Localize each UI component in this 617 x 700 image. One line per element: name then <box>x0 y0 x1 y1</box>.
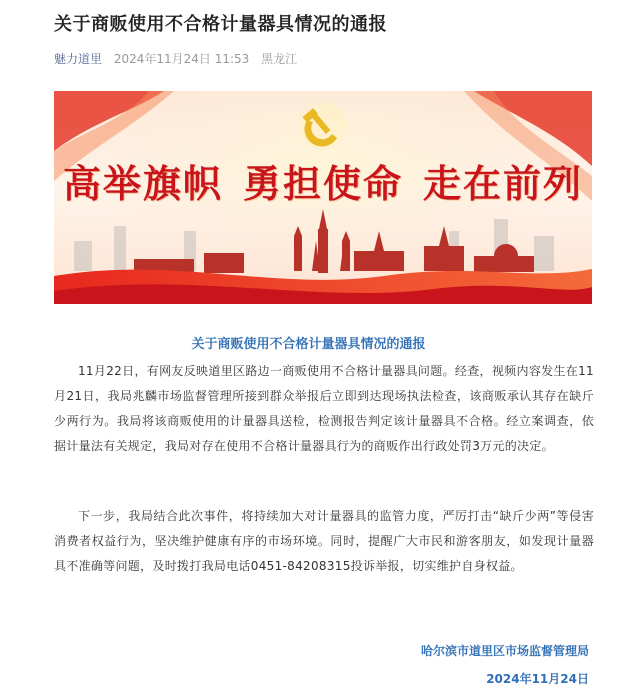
article-title: 关于商贩使用不合格计量器具情况的通报 <box>54 14 387 35</box>
signature-organization: 哈尔滨市道里区市场监督管理局 <box>420 644 589 658</box>
paragraph-2: 下一步，我局结合此次事件，将持续加大对计量器具的监管力度，严厉打击“缺斤少两”等侵害消费者权益行为，坚决维护健康有序的市场环境。同时，提醒广大市民和游客朋友，如发现计量器具不准确等问题，及时拨打我局电话0451-84208315投诉举报，切实维护自身权益。 <box>54 509 594 573</box>
header-banner-image <box>54 91 592 304</box>
signature-date: 2024年11月24日 <box>486 672 589 686</box>
source-account-link[interactable]: 魅力道里 <box>54 52 103 66</box>
article-meta <box>54 50 297 67</box>
banner-slogan <box>54 149 592 211</box>
slogan-part-3: 走在前列 <box>423 160 584 206</box>
paragraph-1: 11月22日，有网友反映道里区路边一商贩使用不合格计量器具问题。经查，视频内容发生在11月21日，我局兆麟市场监督管理所接到群众举报后立即到达现场执法检查，该商贩承认其存在缺斤少两行为。我局将该商贩使用的计量器具送检，检测报告判定该计量器具不合格。经立案调查，依据计量法有关规定，我局对存在使用不合格计量器具行为的商贩作出行政处罚3万元的决定。 <box>54 364 594 453</box>
publish-location: 黑龙江 <box>261 52 298 66</box>
slogan-part-1: 高举旗帜 <box>62 160 223 206</box>
notice-subtitle: 关于商贩使用不合格计量器具情况的通报 <box>191 337 426 352</box>
publish-datetime: 2024年11月24日 11:53 <box>113 52 250 66</box>
hammer-sickle-icon <box>299 102 347 150</box>
slogan-part-2: 勇担使命 <box>243 160 404 206</box>
